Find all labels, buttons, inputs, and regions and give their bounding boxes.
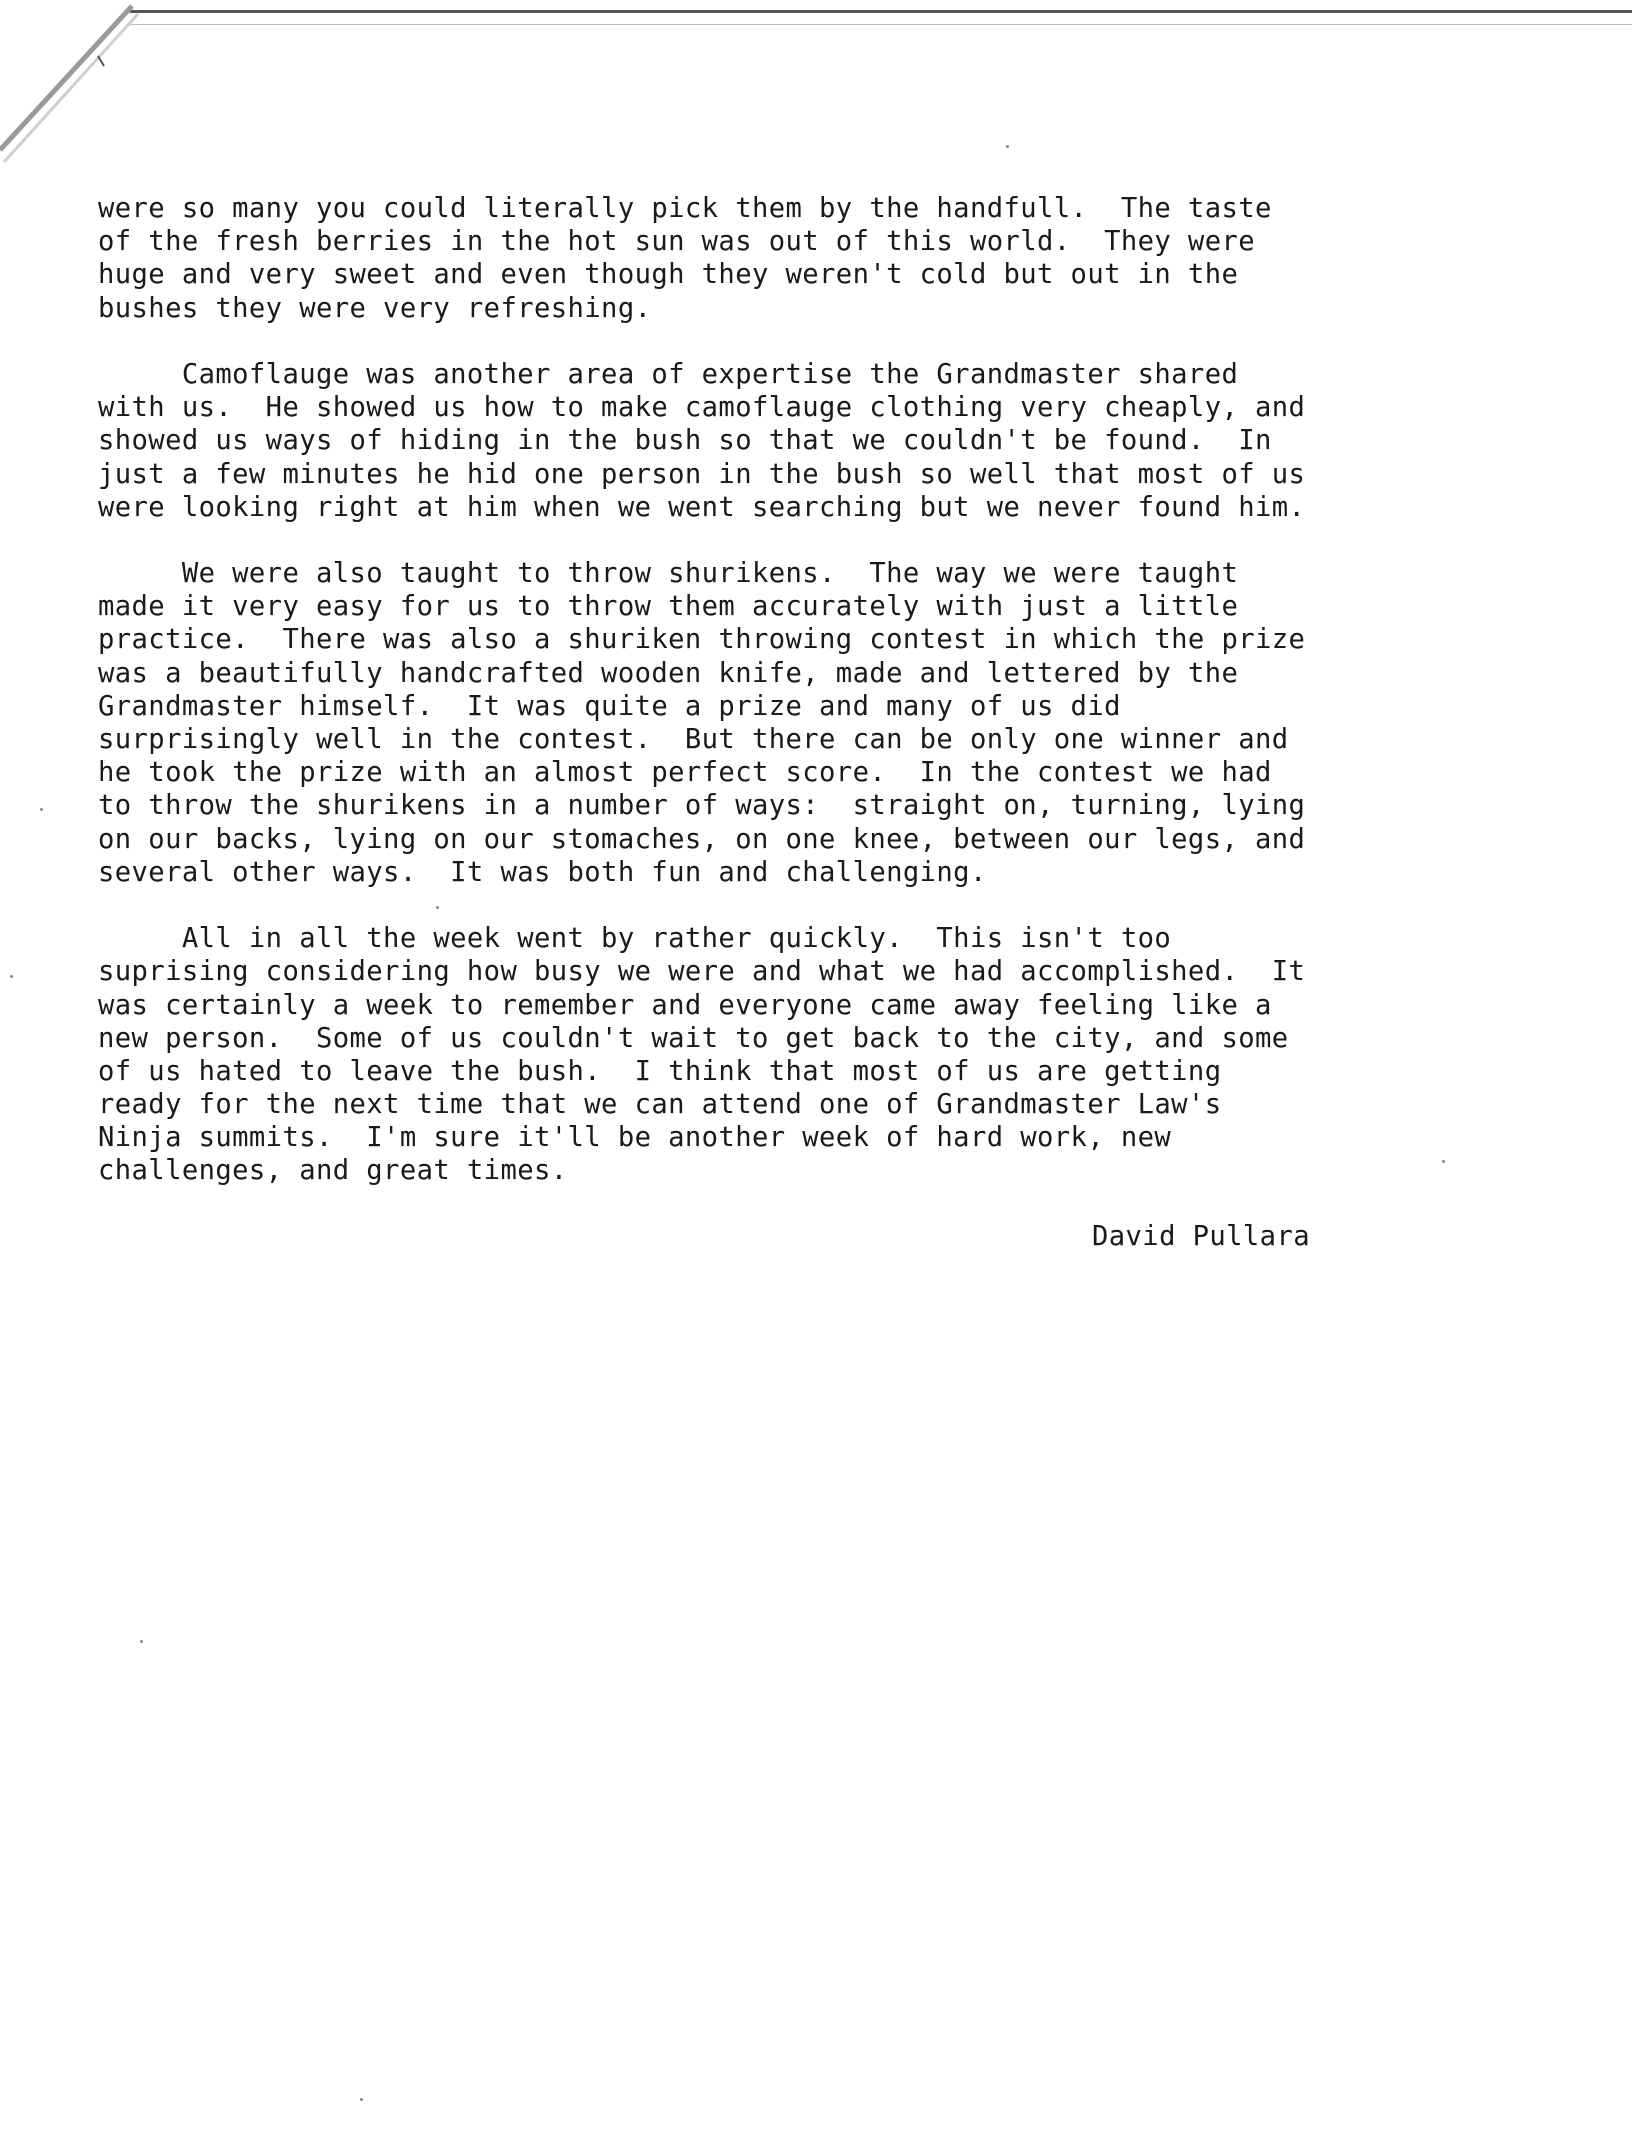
text-line: bushes they were very refreshing. (98, 292, 652, 324)
text-line: Grandmaster himself. It was quite a prize and many of us did (98, 690, 1121, 722)
text-line: made it very easy for us to throw them accurately with just a little (98, 591, 1239, 623)
page-corner-fold (0, 0, 150, 180)
text-line: were so many you could literally pick them by the handfull. The taste (98, 193, 1272, 224)
text-line: practice. There was also a shuriken throwing contest in which the prize (98, 624, 1306, 656)
text-line: to throw the shurikens in a number of ways: straight on, turning, lying (98, 790, 1306, 822)
paragraph-camoflauge (98, 358, 1578, 524)
scan-speck (360, 2098, 363, 2101)
text-line: was a beautifully handcrafted wooden knife, made and lettered by the (98, 657, 1239, 689)
text-line: on our backs, lying on our stomaches, on one knee, between our legs, and (98, 823, 1306, 855)
text-line: he took the prize with an almost perfect score. In the contest we had (98, 757, 1272, 789)
text-line: of us hated to leave the bush. I think that most of us are getting (98, 1055, 1222, 1087)
scan-speck (10, 975, 13, 978)
text-line: Ninja summits. I'm sure it'll be another week of hard work, new (98, 1122, 1172, 1154)
text-line: surprisingly well in the contest. But there can be only one winner and (98, 724, 1289, 755)
text-line: new person. Some of us couldn't wait to get back to the city, and some (98, 1022, 1289, 1054)
scan-speck (140, 1640, 143, 1643)
text-line: with us. He showed us how to make camoflauge clothing very cheaply, and (98, 392, 1306, 424)
text-line: suprising considering how busy we were and what we had accomplished. It (98, 956, 1306, 988)
text-line: All in all the week went by rather quickly. This isn't too (98, 923, 1172, 955)
text-line: ready for the next time that we can attend one of Grandmaster Law's (98, 1089, 1222, 1121)
text-line: challenges, and great times. (98, 1155, 568, 1187)
text-line: showed us ways of hiding in the bush so that we couldn't be found. In (98, 425, 1272, 457)
author-signature: David Pullara (1092, 1221, 1310, 1252)
text-line: just a few minutes he hid one person in the bush so well that most of us (98, 458, 1306, 490)
text-line: several other ways. It was both fun and challenging. (98, 856, 987, 888)
text-line: of the fresh berries in the hot sun was out of this world. They were (98, 226, 1256, 258)
text-line: Camoflauge was another area of expertise the Grandmaster shared (98, 358, 1239, 390)
paragraph-shurikens (98, 557, 1578, 889)
top-edge-rule (130, 10, 1632, 13)
text-line: was certainly a week to remember and everyone came away feeling like a (98, 989, 1272, 1021)
paragraph-berries (98, 192, 1578, 325)
scan-speck (1442, 1160, 1445, 1163)
scan-speck (1006, 145, 1009, 148)
text-line: huge and very sweet and even though they weren't cold but out in the (98, 259, 1239, 291)
scan-speck (40, 808, 43, 811)
top-edge-rule-secondary (130, 24, 1632, 25)
scan-speck (436, 906, 439, 909)
text-line: We were also taught to throw shurikens. The way we were taught (98, 558, 1239, 590)
text-line: were looking right at him when we went searching but we never found him. (98, 491, 1306, 523)
paragraph-conclusion (98, 922, 1578, 1188)
letter-body (98, 192, 1578, 1221)
